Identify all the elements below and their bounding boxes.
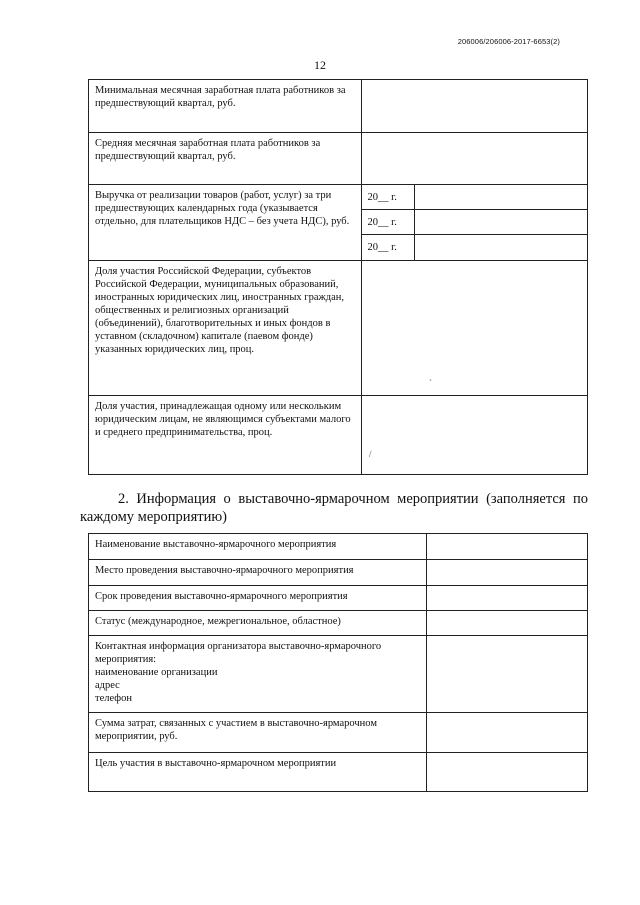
organizer-contact-value-cell[interactable] bbox=[427, 636, 588, 713]
participation-goal-label: Цель участия в выставочно-ярмарочном мероприятии bbox=[89, 753, 427, 792]
legal-entities-share-label: Доля участия, принадлежащая одному или нескольким юридическим лицам, не являющимся субъектами малого и среднего предпринимательства, проц. bbox=[89, 396, 362, 475]
exhibition-info-table bbox=[88, 533, 588, 792]
organizer-contact-heading: Контактная информация организатора выставочно-ярмарочного мероприятия: bbox=[95, 641, 382, 665]
participation-cost-value-cell[interactable] bbox=[427, 713, 588, 753]
revenue-year-1: 20__ г. bbox=[361, 185, 414, 210]
avg-salary-value-cell[interactable] bbox=[361, 133, 587, 185]
enterprise-info-table bbox=[88, 79, 588, 475]
revenue-label: Выручка от реализации товаров (работ, услуг) за три предшествующих календарных года (указывается отдельно, для плательщиков НДС – без учета НДС), руб. bbox=[89, 185, 362, 261]
state-share-label: Доля участия Российской Федерации, субъектов Российской Федерации, муниципальных образований, иностранных юридических лиц, иностранных граждан, общественных и религиозных организаций (объединений), благотворительных и иных фондов в уставном (складочном) капитале (паевом фонде) указанных юридических лиц, проц. bbox=[89, 261, 362, 396]
organizer-name-label: наименование организации bbox=[95, 667, 218, 678]
revenue-year-3: 20__ г. bbox=[361, 235, 414, 261]
event-dates-label: Срок проведения выставочно-ярмарочного мероприятия bbox=[89, 586, 427, 611]
revenue-value-cell-3[interactable] bbox=[414, 235, 588, 261]
participation-goal-value-cell[interactable] bbox=[427, 753, 588, 792]
min-salary-label: Минимальная месячная заработная плата работников за предшествующий квартал, руб. bbox=[89, 80, 362, 133]
participation-cost-label: Сумма затрат, связанных с участием в выставочно-ярмарочном мероприятии, руб. bbox=[89, 713, 427, 753]
scan-mark: ˋ bbox=[429, 378, 432, 388]
organizer-address-label: адрес bbox=[95, 680, 120, 691]
legal-entities-share-value-cell[interactable] bbox=[361, 396, 587, 475]
organizer-contact-label bbox=[89, 636, 427, 713]
revenue-year-2: 20__ г. bbox=[361, 210, 414, 235]
scan-mark: / bbox=[369, 449, 372, 459]
organizer-phone-label: телефон bbox=[95, 693, 132, 704]
event-status-label: Статус (международное, межрегиональное, областное) bbox=[89, 611, 427, 636]
page-number: 12 bbox=[314, 58, 326, 72]
min-salary-value-cell[interactable] bbox=[361, 80, 587, 133]
event-place-label: Место проведения выставочно-ярмарочного мероприятия bbox=[89, 560, 427, 586]
revenue-value-cell-2[interactable] bbox=[414, 210, 588, 235]
avg-salary-label: Средняя месячная заработная плата работников за предшествующий квартал, руб. bbox=[89, 133, 362, 185]
event-name-label: Наименование выставочно-ярмарочного мероприятия bbox=[89, 534, 427, 560]
section-2-heading: 2. Информация о выставочно-ярмарочном мероприятии (заполняется по каждому мероприятию) bbox=[80, 491, 588, 525]
revenue-value-cell-1[interactable] bbox=[414, 185, 588, 210]
event-status-value-cell[interactable] bbox=[427, 611, 588, 636]
state-share-value-cell[interactable] bbox=[361, 261, 587, 396]
event-dates-value-cell[interactable] bbox=[427, 586, 588, 611]
document-id: 206006/206006-2017-6653(2) bbox=[457, 37, 560, 46]
event-place-value-cell[interactable] bbox=[427, 560, 588, 586]
event-name-value-cell[interactable] bbox=[427, 534, 588, 560]
